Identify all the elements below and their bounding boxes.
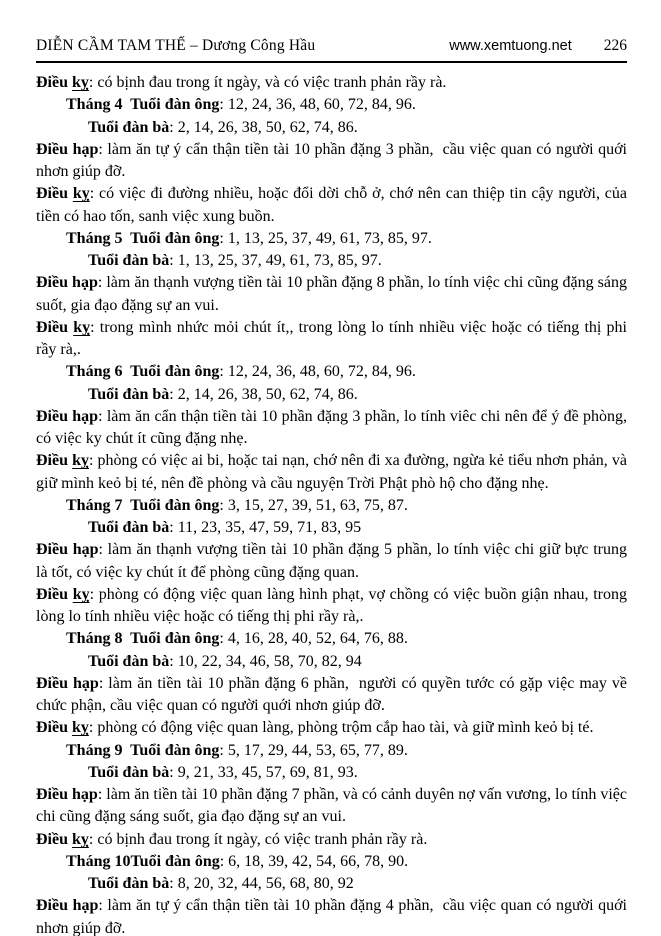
label-colon: : — [89, 585, 99, 603]
paragraph-label-prefix: Điều — [36, 541, 73, 559]
paragraph-text: làm ăn tự ý cẩn thận tiền tài 10 phần đặng 3 phần, cầu việc quan có người quới nhơn giúp đỡ. — [36, 140, 631, 180]
label-colon: : — [169, 118, 178, 136]
paragraph — [36, 895, 631, 936]
paragraph-label-prefix: Điều — [36, 74, 72, 91]
women-row — [36, 873, 627, 895]
paragraph-text: có bịnh đau trong ít ngày, và có việc tranh phản rầy rà. — [97, 74, 447, 91]
month-numbers: 4, 16, 28, 40, 52, 64, 76, 88. — [227, 630, 408, 648]
women-row — [36, 250, 627, 272]
women-row — [36, 762, 627, 784]
paragraph-text: làm ăn tiền tài 10 phần đặng 6 phần, người có quyền tước có gặp việc may về chức phận, cầu việc quan có người quới nhơn giúp đỡ. — [36, 674, 632, 714]
paragraph — [36, 72, 627, 94]
women-numbers: 2, 14, 26, 38, 50, 62, 74, 86. — [177, 385, 358, 403]
paragraph — [36, 272, 632, 317]
women-label: Tuổi đàn bà — [88, 763, 170, 781]
month-numbers: 5, 17, 29, 44, 53, 65, 77, 89. — [227, 741, 408, 759]
month-label: Tháng 8 Tuổi đàn ông — [66, 630, 220, 648]
paragraph-label-prefix: Điều — [36, 140, 73, 158]
women-numbers: 8, 20, 32, 44, 56, 68, 80, 92 — [177, 875, 354, 892]
women-row — [36, 384, 627, 406]
label-colon: : — [169, 385, 178, 403]
women-label: Tuổi đàn bà — [88, 652, 170, 670]
paragraph-text: làm ăn thạnh vượng tiền tài 10 phần đặng 8 phần, lo tính việc chi cũng đặng sáng suốt, gia đạo đặng sự an vui. — [36, 274, 632, 314]
paragraph — [36, 183, 632, 228]
label-colon: : — [169, 252, 178, 269]
label-colon: : — [88, 74, 98, 91]
paragraph-label-word: kỵ — [72, 585, 90, 603]
paragraph-label-word: kỵ — [72, 830, 89, 848]
month-label: Tháng 7 Tuổi đàn ông — [66, 496, 220, 514]
label-colon: : — [169, 652, 178, 670]
paragraph-label-prefix: Điều — [36, 407, 73, 425]
women-row — [36, 117, 627, 139]
paragraph-label-word: hạp — [72, 274, 98, 292]
label-colon: : — [219, 852, 229, 870]
women-label: Tuổi đàn bà — [88, 875, 170, 892]
month-row — [36, 361, 627, 383]
header-right-group — [449, 37, 627, 55]
label-colon: : — [97, 786, 107, 803]
paragraph-text: có việc đi đường nhiều, hoặc đổi dời chỗ ở, chớ nên can thiệp tin cậy người, của tiền có hao tốn, sanh việc xung buồn. — [36, 185, 632, 225]
paragraph-label-prefix: Điều — [36, 585, 73, 603]
paragraph-label-prefix: Điều — [36, 318, 74, 336]
label-colon: : — [219, 363, 228, 381]
paragraph-label-prefix: Điều — [36, 674, 74, 692]
women-numbers: 10, 22, 34, 46, 58, 70, 82, 94 — [177, 652, 362, 670]
month-row — [36, 228, 627, 250]
month-numbers: 12, 24, 36, 48, 60, 72, 84, 96. — [227, 96, 416, 114]
paragraph-label-word: hạp — [72, 541, 99, 559]
month-row — [36, 740, 627, 762]
women-numbers: 1, 13, 25, 37, 49, 61, 73, 85, 97. — [177, 252, 382, 269]
paragraph-text: trong mình nhức mỏi chút ít,, trong lòng lo tính nhiều việc hoặc có tiếng thị phi rầy rà,. — [36, 318, 631, 358]
women-numbers: 2, 14, 26, 38, 50, 62, 74, 86. — [177, 118, 358, 136]
label-colon: : — [169, 875, 178, 892]
page-number: 226 — [603, 37, 627, 54]
paragraph-label-prefix: Điều — [36, 830, 72, 848]
paragraph-text: làm ăn tiền tài 10 phần đặng 7 phần, và có cảnh duyên nợ vấn vương, lo tính việc chi cũng đặng sáng suốt, gia đạo đặng sự an vui. — [36, 786, 632, 826]
paragraph — [36, 829, 627, 851]
women-label: Tuổi đàn bà — [88, 519, 170, 536]
month-row — [36, 495, 627, 517]
paragraph-label-word: kỵ — [72, 719, 89, 737]
paragraph-label-word: hạp — [72, 897, 99, 915]
paragraph — [36, 450, 631, 495]
paragraph-label-prefix: Điều — [36, 452, 73, 470]
month-label: Tháng 6 Tuổi đàn ông — [66, 363, 220, 381]
label-colon: : — [98, 140, 108, 158]
label-colon: : — [98, 541, 108, 559]
month-numbers: 3, 15, 27, 39, 51, 63, 75, 87. — [227, 496, 408, 514]
paragraph-label-prefix: Điều — [36, 786, 73, 803]
month-label: Tháng 5 Tuổi đàn ông — [66, 229, 220, 247]
paragraph-label-word: hạp — [72, 140, 99, 158]
women-numbers: 9, 21, 33, 45, 57, 69, 81, 93. — [177, 763, 358, 781]
women-label: Tuổi đàn bà — [88, 385, 170, 403]
paragraph — [36, 784, 632, 829]
book-title: DIỄN CẦM TAM THẾ – Dương Công Hầu — [36, 37, 316, 54]
label-colon: : — [90, 318, 100, 336]
paragraph-label-word: hạp — [73, 674, 99, 692]
paragraph-label-prefix: Điều — [36, 897, 73, 915]
label-colon: : — [219, 630, 228, 648]
women-numbers: 11, 23, 35, 47, 59, 71, 83, 95 — [177, 519, 362, 536]
month-numbers: 1, 13, 25, 37, 49, 61, 73, 85, 97. — [227, 229, 432, 247]
label-colon: : — [88, 719, 98, 737]
paragraph-text: có bịnh đau trong ít ngày, có việc tranh phản rầy rà. — [97, 830, 428, 848]
month-numbers: 12, 24, 36, 48, 60, 72, 84, 96. — [227, 363, 416, 381]
paragraph-text: phòng có động việc quan làng hình phạt, vợ chồng có việc buồn giận nhau, trong lòng lo tính nhiều việc hoặc có tiếng thị phi rầy rà,. — [36, 585, 632, 625]
label-colon: : — [88, 830, 98, 848]
paragraph-text: phòng có việc ai bi, hoặc tai nạn, chớ nên đi xa đường, ngừa kẻ tiểu nhơn phản, và giữ mình keỏ bị té, nên đề phòng và cầu nguyện Trời Phật phò hộ cho đặng nhẹ. — [36, 452, 631, 492]
paragraph-text: làm ăn thạnh vượng tiền tài 10 phần đặng 5 phần, lo tính việc chi giữ bực trung là tốt, có việc ky chút ít để phòng cũng đặng quan. — [36, 541, 631, 581]
women-row — [36, 517, 627, 539]
month-row — [36, 851, 627, 873]
label-colon: : — [219, 96, 228, 114]
paragraph-label-word: kỵ — [73, 318, 91, 336]
paragraph — [36, 584, 632, 629]
paragraph-text: làm ăn cẩn thận tiền tài 10 phần đặng 3 phần, lo tính viêc chi nên để ý đề phòng, có việc ky chút ít cũng đặng nhẹ. — [36, 407, 632, 447]
paragraph-label-prefix: Điều — [36, 719, 72, 737]
label-colon: : — [97, 274, 107, 292]
label-colon: : — [98, 897, 108, 915]
month-label: Tháng 10Tuổi đàn ông — [66, 852, 220, 870]
website-url: www.xemtuong.net — [449, 38, 572, 54]
label-colon: : — [219, 496, 228, 514]
paragraph-label-word: kỵ — [72, 452, 89, 470]
month-label: Tháng 4 Tuổi đàn ông — [66, 96, 220, 114]
paragraph-label-word: hạp — [72, 407, 99, 425]
label-colon: : — [89, 185, 100, 203]
month-numbers: 6, 18, 39, 42, 54, 66, 78, 90. — [228, 852, 409, 870]
label-colon: : — [89, 452, 98, 470]
paragraph-label-word: kỵ — [72, 74, 89, 91]
women-label: Tuổi đàn bà — [88, 118, 170, 136]
women-label: Tuổi đàn bà — [88, 252, 170, 269]
label-colon: : — [219, 229, 228, 247]
page-header — [36, 0, 627, 55]
label-colon: : — [219, 741, 228, 759]
paragraph — [36, 539, 631, 584]
label-colon: : — [169, 763, 178, 781]
label-colon: : — [169, 519, 178, 536]
paragraph-label-prefix: Điều — [36, 185, 73, 203]
month-row — [36, 94, 627, 116]
paragraph — [36, 406, 632, 451]
paragraph-label-word: hạp — [72, 786, 98, 803]
paragraph — [36, 717, 627, 739]
label-colon: : — [98, 674, 109, 692]
month-row — [36, 628, 627, 650]
paragraph — [36, 673, 632, 718]
paragraph-text: làm ăn tự ý cẩn thận tiền tài 10 phần đặng 4 phần, cầu việc quan có người quới nhơn giúp đỡ. — [36, 897, 631, 936]
page-content — [36, 72, 632, 936]
women-row — [36, 651, 627, 673]
paragraph-label-word: kỵ — [72, 185, 90, 203]
paragraph — [36, 139, 631, 184]
label-colon: : — [98, 407, 107, 425]
month-label: Tháng 9 Tuổi đàn ông — [66, 741, 220, 759]
header-rule — [36, 61, 627, 63]
paragraph-label-prefix: Điều — [36, 274, 73, 292]
paragraph-text: phòng có động việc quan làng, phòng trộm cắp hao tài, và giữ mình keỏ bị té. — [97, 719, 594, 737]
paragraph — [36, 317, 631, 362]
